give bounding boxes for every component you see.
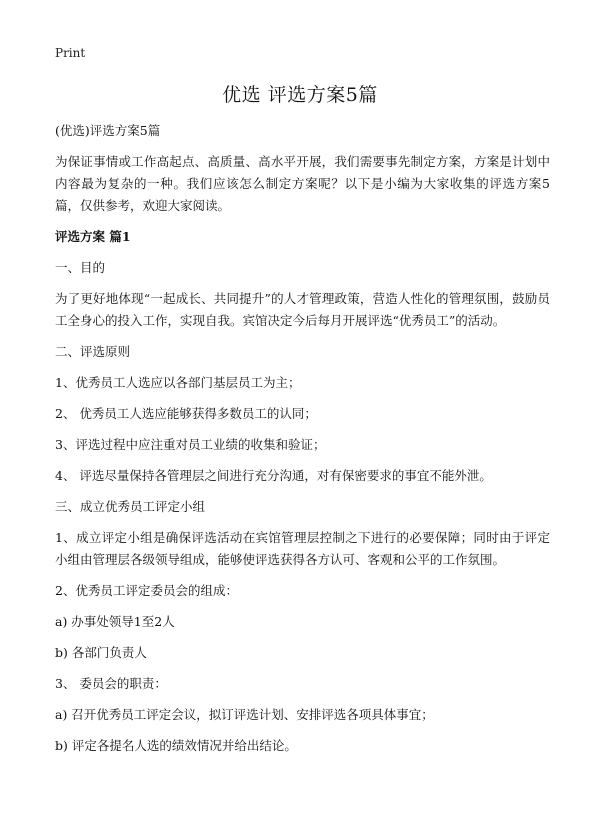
list-item: b) 评定各提名人选的绩效情况并给出结论。 (55, 738, 297, 753)
list-item: 4、 评选尽量保持各管理层之间进行充分沟通，对有保密要求的事宜不能外泄。 (55, 468, 492, 483)
list-item: 2、优秀员工评定委员会的组成： (55, 583, 238, 598)
list-item: 3、 委员会的职责： (55, 676, 167, 691)
document-body (55, 120, 550, 766)
intro-paragraph: 为保证事情或工作高起点、高质量、高水平开展，我们需要事先制定方案，方案是计划中内容最为复杂的一种。我们应该怎么制定方案呢？以下是小编为大家收集的评选方案5篇，仅供参考，欢迎大家阅读。 (55, 154, 550, 213)
list-item: b) 各部门负责人 (55, 645, 147, 660)
page-title: 优选 评选方案5篇 (222, 84, 378, 106)
list-item: 2、 优秀员工人选应能够获得多数员工的认同； (55, 406, 317, 421)
list-item: a) 召开优秀员工评定会议，拟订评选计划、安排评选各项具体事宜； (55, 707, 434, 722)
section-heading: 评选方案 篇1 (55, 229, 131, 244)
heading-committee: 三、成立优秀员工评定小组 (55, 499, 206, 514)
heading-purpose: 一、目的 (55, 260, 106, 275)
document-subtitle: (优选)评选方案5篇 (55, 123, 161, 138)
committee-paragraph: 1、成立评定小组是确保评选活动在宾馆管理层控制之下进行的必要保障；同时由于评定小组由管理层各级领导组成，能够使评选获得各方认可、客观和公平的工作氛围。 (55, 530, 550, 567)
purpose-paragraph: 为了更好地体现“一起成长、共同提升”的人才管理政策，营造人性化的管理氛围，鼓励员工全身心的投入工作，实现自我。宾馆决定今后每月开展评选“优秀员工”的活动。 (55, 291, 550, 328)
list-item: a) 办事处领导1至2人 (55, 614, 175, 629)
list-item: 1、优秀员工人选应以各部门基层员工为主； (55, 375, 301, 390)
list-item: 3、评选过程中应注重对员工业绩的收集和验证； (55, 437, 326, 452)
heading-principles: 二、评选原则 (55, 344, 131, 359)
print-link[interactable]: Print (55, 46, 86, 60)
